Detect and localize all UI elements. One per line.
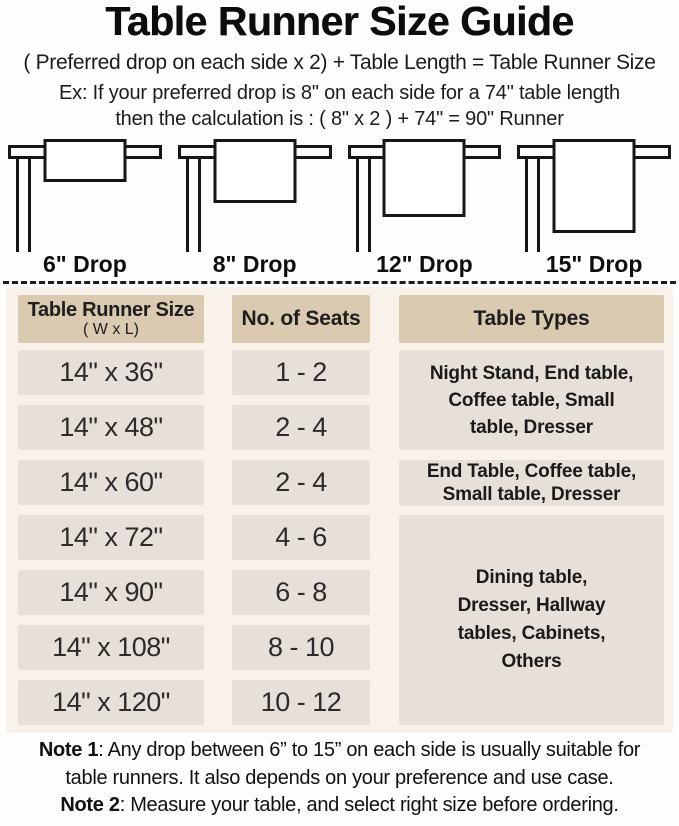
drop-label-15: 15" Drop: [545, 251, 643, 277]
page-title: Table Runner Size Guide: [105, 0, 574, 44]
col-header-table-types-label: Table Types: [473, 307, 590, 330]
table-types-line: Others: [501, 651, 562, 672]
drop-label-row: [0, 251, 679, 278]
table-types-line: Dresser, Hallway: [457, 595, 606, 616]
runner-size-cell: 14" x 48": [18, 405, 204, 450]
example-line-2: then the calculation is : ( 8" x 2 ) + 74" = 90" Runner: [115, 108, 564, 130]
table-types-line: Small table, Dresser: [442, 484, 621, 505]
table-types-line: Dining table,: [475, 567, 588, 588]
table-leg-shape: [186, 158, 189, 252]
col-header-table-types: [399, 295, 664, 343]
notes-block: [0, 737, 679, 820]
runner-size-cell: 14" x 72": [18, 515, 204, 560]
table-types-cell: [399, 350, 664, 450]
note-1-text: : Any drop between 6” to 15” on each side is usually suitable for: [98, 739, 641, 761]
runner-size-cell: 14" x 120": [18, 680, 204, 725]
note-2-text: : Measure your table, and select right size before ordering.: [119, 794, 619, 816]
table-leg-shape: [525, 158, 528, 252]
table-leg-shape: [198, 158, 201, 252]
formula-line: ( Preferred drop on each side x 2) + Table Length = Table Runner Size: [23, 51, 656, 74]
drop-label-12: 12" Drop: [376, 251, 473, 277]
drop-label-8: 8" Drop: [212, 251, 297, 277]
seats-cell: 8 - 10: [232, 625, 370, 670]
runner-shape: [43, 139, 126, 182]
table-types-line: End Table, Coffee table,: [426, 461, 637, 482]
note-1-line-2: table runners. It also depends on your preference and use case.: [65, 766, 614, 789]
runner-shape: [383, 139, 466, 217]
note-1-label: Note 1: [38, 739, 99, 761]
seats-cell: 2 - 4: [232, 460, 370, 505]
col-header-seats-label: No. of Seats: [241, 307, 361, 330]
col-header-runner-size-sub: ( W x L): [83, 321, 139, 338]
table-types-line: tables, Cabinets,: [457, 623, 606, 644]
table-types-line: Coffee table, Small: [448, 389, 615, 411]
runner-size-cell: 14" x 36": [18, 350, 204, 395]
col-header-runner-size-title: Table Runner Size: [27, 299, 195, 321]
note-2-label: Note 2: [60, 794, 120, 816]
runner-size-cell: 14" x 60": [18, 460, 204, 505]
runner-shape: [553, 139, 636, 233]
runner-size-cell: 14" x 90": [18, 570, 204, 615]
drop-diagram-strip: [0, 136, 679, 252]
drop-label-6: 6" Drop: [43, 251, 127, 277]
runner-shape: [213, 139, 296, 203]
table-types-line: table, Dresser: [470, 416, 593, 438]
dashed-divider: [3, 281, 676, 284]
table-types-cell: [399, 460, 664, 506]
table-leg-shape: [537, 158, 540, 252]
seats-cell: 1 - 2: [232, 350, 370, 395]
seats-cell: 6 - 8: [232, 570, 370, 615]
runner-size-cell: 14" x 108": [18, 625, 204, 670]
table-leg-shape: [356, 158, 359, 252]
note-2-line: [0, 792, 679, 820]
note-1-line-1: [0, 737, 679, 765]
table-types-line: Night Stand, End table,: [429, 362, 634, 384]
seats-cell: 4 - 6: [232, 515, 370, 560]
table-leg-shape: [368, 158, 371, 252]
example-line-1: Ex: If your preferred drop is 8" on each side for a 74" table length: [59, 82, 620, 104]
drop-diagram-6: [0, 136, 170, 252]
drop-diagram-8: [170, 136, 340, 252]
seats-cell: 2 - 4: [232, 405, 370, 450]
table-leg-shape: [16, 158, 19, 252]
table-leg-shape: [28, 158, 31, 252]
seats-cell: 10 - 12: [232, 680, 370, 725]
drop-diagram-12: [340, 136, 510, 252]
col-header-runner-size: [18, 295, 204, 343]
table-types-cell: [399, 515, 664, 725]
drop-diagram-15: [509, 136, 679, 252]
col-header-seats: [232, 295, 370, 343]
